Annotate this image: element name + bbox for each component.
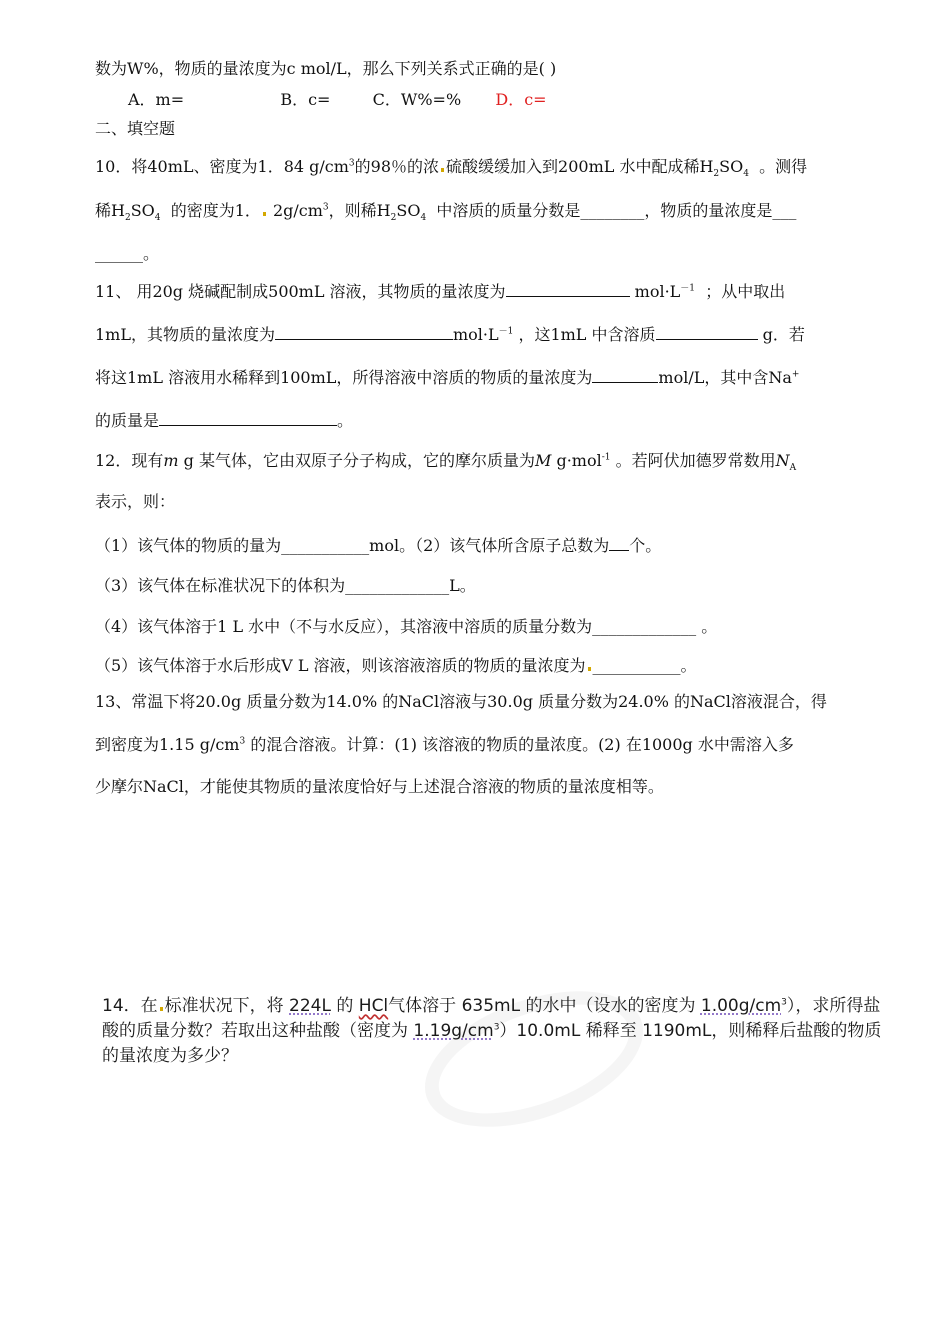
q13-line-2: 到密度为1.15 $g/cm^3$ 的混合溶液。计算：(1) 该溶液的物质的量浓度。(2) 在1000g 水中需溶入多: [95, 735, 794, 754]
q11-line-4: [95, 409, 353, 431]
q12-sub-5: [95, 656, 697, 676]
q11-text: mol·L: [634, 282, 681, 301]
q10-text: 中溶质的质量分数是________，物质的量浓度是___: [436, 201, 797, 220]
q13-line-1: 13、常温下将20.0g 质量分数为14.0% 的NaCl溶液与30.0g 质量分数为24.0% 的NaCl溶液混合，得: [95, 692, 827, 711]
q10-text: 10．将40mL、密度为1．84 g/cm: [95, 157, 349, 176]
q12-text: 。若阿伏加德罗常数用: [615, 451, 776, 470]
q13-text: 的混合溶液。计算：(1) 该溶液的物质的量浓度。(2) 在1000g 水中需溶入多: [250, 735, 794, 754]
q11-line-1: 11、 用20g 烧碱配制成500mL 溶液，其物质的量浓度为 $mol\cdot L^{-1}$ ；从中取出: [95, 282, 786, 301]
q10-text: SO: [396, 201, 421, 220]
answer-blank[interactable]: [656, 323, 758, 340]
q14-text: 1.00g/cm: [700, 996, 782, 1016]
answer-blank[interactable]: [275, 323, 453, 340]
q14-text: 标准状况下，将: [164, 996, 290, 1016]
q10-line-3: ______。: [95, 244, 160, 263]
q10-text: 硫酸缓缓加入到200mL 水中配成稀H: [446, 157, 714, 176]
q10-text: SO: [130, 201, 155, 220]
q11-line-2: 1mL，其物质的量浓度为 $mol\cdot L^{-1}$ ，这1mL 中含溶质 g．若: [95, 325, 805, 344]
q10-line-2: 稀$H_2SO_4$ 的密度为1． $2g/cm^3$，则稀$H_2SO_4$ 中溶质的质量分数是________，物质的量浓度是___: [95, 201, 797, 224]
q14-question-image: 14．在 标准状况下，将 224L 的 HCl气体溶于 635mL 的水中（设水的密度为 $1.00g/cm^3$），求所得盐酸的质量分数？若取出这种盐酸（密度为 $1.19g/cm^3)10.0mL$ 稀释至 1190mL，则稀释后盐酸的物质的量浓度为多少？: [102, 996, 882, 1066]
q10-text: 2g/cm: [272, 201, 323, 220]
q9-stem: [95, 59, 556, 79]
marker-dot: [160, 1007, 163, 1011]
q9-option-c: C．W%=%: [372, 90, 462, 109]
q10-text: 稀H: [95, 201, 125, 220]
q14-text: 224L: [289, 996, 331, 1016]
q11-text: ，这1mL 中含溶质: [518, 325, 656, 344]
q9-option-d: D．c=: [495, 90, 547, 109]
q12-text: （1）该气体的物质的量为___________mol。（2）该气体所含原子总数为: [95, 536, 610, 555]
q11-text: 的质量是: [95, 411, 160, 430]
q13-text: 到密度为1.15 g/cm: [95, 735, 240, 754]
q12-line-1: 12．现有m g 某气体，它由双原子分子构成，它的摩尔质量为M g·mol$^{-1}$ 。若阿伏加德罗常数用$N_A$: [95, 451, 797, 474]
q10-text: 。测得: [759, 157, 808, 176]
q13-line-3: 少摩尔NaCl，才能使其物质的量浓度恰好与上述混合溶液的物质的量浓度相等。: [95, 777, 664, 796]
q11-text: 11、 用20g 烧碱配制成500mL 溶液，其物质的量浓度为: [95, 282, 506, 301]
q9-option-b: B．c=: [280, 90, 331, 109]
q12-text: g·mol: [556, 451, 602, 470]
q14-text: 气体溶于 635mL 的水中（设水的密度为: [388, 996, 701, 1016]
q12-sub-3: （3）该气体在标准状况下的体积为_____________L。: [95, 576, 476, 595]
q11-text: ；从中取出: [705, 282, 786, 301]
q12-text: 个。: [629, 536, 662, 555]
section-heading: 二、填空题: [95, 119, 176, 138]
q14-text: 1.19g/cm: [413, 1021, 494, 1041]
q11-text: mol/L，其中含Na: [658, 368, 792, 387]
q14-text: ）10.0mL 稀释至 1190mL，则稀释后盐酸的物质的量浓度为多少？: [102, 1021, 882, 1066]
q11-text: g．若: [762, 325, 805, 344]
q11-text: 。: [337, 411, 354, 430]
q14-text: HCl: [358, 996, 389, 1016]
marker-dot: [441, 168, 444, 172]
q12-text: ___________。: [592, 656, 697, 675]
q12-line-2: 表示，则：: [95, 492, 176, 511]
answer-blank[interactable]: [506, 280, 630, 297]
q11-text: 将这1mL 溶液用水稀释到100mL，所得溶液中溶质的物质的量浓度为: [95, 368, 593, 387]
q14-text: ），求所得盐酸的质量分数？若取出这种盐酸（密度为: [102, 996, 881, 1041]
marker-dot: [588, 667, 591, 671]
q14-text: 的: [330, 996, 359, 1016]
q11-line-3: 将这1mL 溶液用水稀释到100mL，所得溶液中溶质的物质的量浓度为 mol/L，其中含Na+: [95, 368, 800, 387]
q12-sub-1-2: [95, 534, 661, 556]
q12-text: g 某气体，它由双原子分子构成，它的摩尔质量为: [183, 451, 535, 470]
q14-text: 14．在: [102, 996, 158, 1016]
answer-blank[interactable]: [609, 534, 629, 551]
q10-text: 的98％的浓: [354, 157, 440, 176]
q12-text: 12．现有: [95, 451, 164, 470]
q10-text: ，则稀H: [328, 201, 391, 220]
q12-sub-4: （4）该气体溶于1 L 水中（不与水反应），其溶液中溶质的质量分数为_____________ 。: [95, 617, 718, 636]
q12-text: （5）该气体溶于水后形成V L 溶液，则该溶液溶质的物质的量浓度为: [95, 656, 586, 675]
answer-blank[interactable]: [592, 366, 658, 383]
answer-blank[interactable]: [159, 409, 337, 426]
q9-option-a: A．m=: [128, 90, 185, 109]
q9-options: [128, 90, 547, 110]
q9-stem-text: 数为W%，物质的量浓度为c mol/L，那么下列关系式正确的是( ): [95, 59, 557, 78]
q10-line-1: 10．将40mL、密度为1．84 $g/cm^3$的98％的浓 硫酸缓缓加入到200mL 水中配成稀$H_2SO_4$ 。测得: [95, 157, 808, 180]
marker-dot: [263, 212, 266, 216]
q11-text: mol·L: [452, 325, 499, 344]
q11-text: 1mL，其物质的量浓度为: [95, 325, 275, 344]
q10-text: SO: [719, 157, 744, 176]
q10-text: 的密度为1．: [170, 201, 261, 220]
